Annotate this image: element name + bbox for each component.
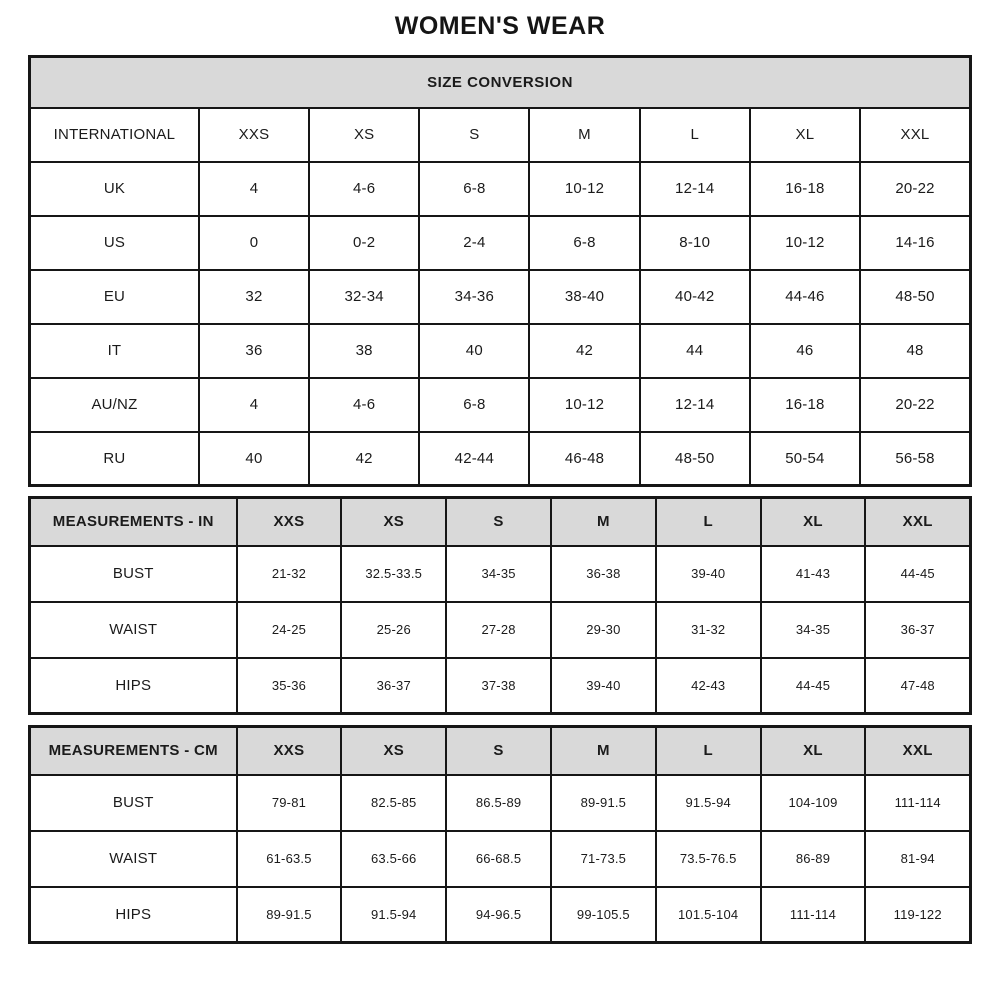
table-row [30, 432, 971, 486]
size-header-cell: L [640, 108, 750, 162]
value-cell: 4-6 [309, 162, 419, 216]
value-cell: 94-96.5 [446, 887, 551, 943]
value-cell: 48-50 [860, 270, 971, 324]
value-cell: 63.5-66 [341, 831, 446, 887]
value-cell: 35-36 [237, 658, 342, 714]
table-row [30, 831, 971, 887]
value-cell: 41-43 [761, 546, 866, 602]
size-header-cell: XXL [860, 108, 971, 162]
value-cell: 91.5-94 [341, 887, 446, 943]
table-row [30, 546, 971, 602]
value-cell: 44-46 [750, 270, 860, 324]
value-cell: 71-73.5 [551, 831, 656, 887]
size-header-cell: XL [750, 108, 860, 162]
value-cell: 34-35 [761, 602, 866, 658]
value-cell: 42 [309, 432, 419, 486]
row-label-cell: BUST [30, 775, 237, 831]
value-cell: 89-91.5 [237, 887, 342, 943]
size-header-cell: L [656, 727, 761, 775]
value-cell: 6-8 [419, 162, 529, 216]
value-cell: 14-16 [860, 216, 971, 270]
value-cell: 56-58 [860, 432, 971, 486]
value-cell: 42-44 [419, 432, 529, 486]
size-header-cell: XXS [237, 498, 342, 546]
row-label-cell: RU [30, 432, 199, 486]
value-cell: 82.5-85 [341, 775, 446, 831]
row-label-cell: HIPS [30, 887, 237, 943]
value-cell: 46 [750, 324, 860, 378]
size-header-cell: XL [761, 498, 866, 546]
banner-row [30, 57, 971, 108]
value-cell: 119-122 [865, 887, 970, 943]
value-cell: 101.5-104 [656, 887, 761, 943]
table-row [30, 658, 971, 714]
value-cell: 86-89 [761, 831, 866, 887]
value-cell: 111-114 [865, 775, 970, 831]
value-cell: 4 [199, 378, 309, 432]
value-cell: 42-43 [656, 658, 761, 714]
size-header-cell: M [551, 498, 656, 546]
value-cell: 32-34 [309, 270, 419, 324]
value-cell: 2-4 [419, 216, 529, 270]
value-cell: 20-22 [860, 378, 971, 432]
row-label-cell: WAIST [30, 831, 237, 887]
row-label-cell: AU/NZ [30, 378, 199, 432]
value-cell: 79-81 [237, 775, 342, 831]
value-cell: 61-63.5 [237, 831, 342, 887]
value-cell: 25-26 [341, 602, 446, 658]
value-cell: 66-68.5 [446, 831, 551, 887]
header-row [30, 108, 971, 162]
value-cell: 104-109 [761, 775, 866, 831]
size-conversion-table [28, 55, 972, 487]
table-row [30, 775, 971, 831]
value-cell: 21-32 [237, 546, 342, 602]
size-header-cell: XXL [865, 727, 970, 775]
measurements-in-table [28, 496, 972, 715]
value-cell: 36-38 [551, 546, 656, 602]
row-label-cell: IT [30, 324, 199, 378]
value-cell: 48 [860, 324, 971, 378]
table-row [30, 216, 971, 270]
value-cell: 39-40 [551, 658, 656, 714]
table-row [30, 378, 971, 432]
value-cell: 34-35 [446, 546, 551, 602]
row-label-cell: US [30, 216, 199, 270]
row-header-label: INTERNATIONAL [30, 108, 199, 162]
value-cell: 24-25 [237, 602, 342, 658]
row-label-cell: WAIST [30, 602, 237, 658]
value-cell: 50-54 [750, 432, 860, 486]
value-cell: 4 [199, 162, 309, 216]
value-cell: 89-91.5 [551, 775, 656, 831]
value-cell: 8-10 [640, 216, 750, 270]
size-header-cell: L [656, 498, 761, 546]
value-cell: 91.5-94 [656, 775, 761, 831]
value-cell: 29-30 [551, 602, 656, 658]
value-cell: 46-48 [529, 432, 639, 486]
value-cell: 6-8 [419, 378, 529, 432]
row-label-cell: BUST [30, 546, 237, 602]
size-header-cell: XS [341, 727, 446, 775]
value-cell: 16-18 [750, 162, 860, 216]
row-header-label: MEASUREMENTS - IN [30, 498, 237, 546]
size-header-cell: XXL [865, 498, 970, 546]
measurements-cm-table [28, 725, 972, 944]
size-header-cell: S [446, 498, 551, 546]
value-cell: 12-14 [640, 378, 750, 432]
table-banner: SIZE CONVERSION [30, 57, 971, 108]
size-header-cell: XXS [237, 727, 342, 775]
value-cell: 73.5-76.5 [656, 831, 761, 887]
value-cell: 40-42 [640, 270, 750, 324]
value-cell: 0-2 [309, 216, 419, 270]
size-header-cell: XS [309, 108, 419, 162]
row-label-cell: HIPS [30, 658, 237, 714]
value-cell: 6-8 [529, 216, 639, 270]
table-row [30, 162, 971, 216]
value-cell: 37-38 [446, 658, 551, 714]
page-title: WOMEN'S WEAR [394, 12, 606, 40]
value-cell: 111-114 [761, 887, 866, 943]
value-cell: 36-37 [341, 658, 446, 714]
value-cell: 36 [199, 324, 309, 378]
row-header-label: MEASUREMENTS - CM [30, 727, 237, 775]
value-cell: 12-14 [640, 162, 750, 216]
header-row [30, 727, 971, 775]
table-row [30, 602, 971, 658]
size-header-cell: M [551, 727, 656, 775]
header-row [30, 498, 971, 546]
value-cell: 40 [199, 432, 309, 486]
value-cell: 81-94 [865, 831, 970, 887]
value-cell: 39-40 [656, 546, 761, 602]
value-cell: 86.5-89 [446, 775, 551, 831]
value-cell: 44-45 [761, 658, 866, 714]
value-cell: 38 [309, 324, 419, 378]
value-cell: 99-105.5 [551, 887, 656, 943]
value-cell: 47-48 [865, 658, 970, 714]
value-cell: 32.5-33.5 [341, 546, 446, 602]
value-cell: 36-37 [865, 602, 970, 658]
value-cell: 40 [419, 324, 529, 378]
size-header-cell: S [446, 727, 551, 775]
value-cell: 44 [640, 324, 750, 378]
size-header-cell: XXS [199, 108, 309, 162]
value-cell: 44-45 [865, 546, 970, 602]
value-cell: 27-28 [446, 602, 551, 658]
value-cell: 38-40 [529, 270, 639, 324]
value-cell: 16-18 [750, 378, 860, 432]
size-header-cell: M [529, 108, 639, 162]
table-row [30, 270, 971, 324]
value-cell: 31-32 [656, 602, 761, 658]
value-cell: 4-6 [309, 378, 419, 432]
row-label-cell: UK [30, 162, 199, 216]
row-label-cell: EU [30, 270, 199, 324]
value-cell: 10-12 [529, 378, 639, 432]
value-cell: 20-22 [860, 162, 971, 216]
size-header-cell: XS [341, 498, 446, 546]
size-header-cell: S [419, 108, 529, 162]
table-row [30, 887, 971, 943]
value-cell: 10-12 [750, 216, 860, 270]
value-cell: 42 [529, 324, 639, 378]
value-cell: 48-50 [640, 432, 750, 486]
table-row [30, 324, 971, 378]
size-header-cell: XL [761, 727, 866, 775]
value-cell: 34-36 [419, 270, 529, 324]
value-cell: 0 [199, 216, 309, 270]
value-cell: 10-12 [529, 162, 639, 216]
value-cell: 32 [199, 270, 309, 324]
